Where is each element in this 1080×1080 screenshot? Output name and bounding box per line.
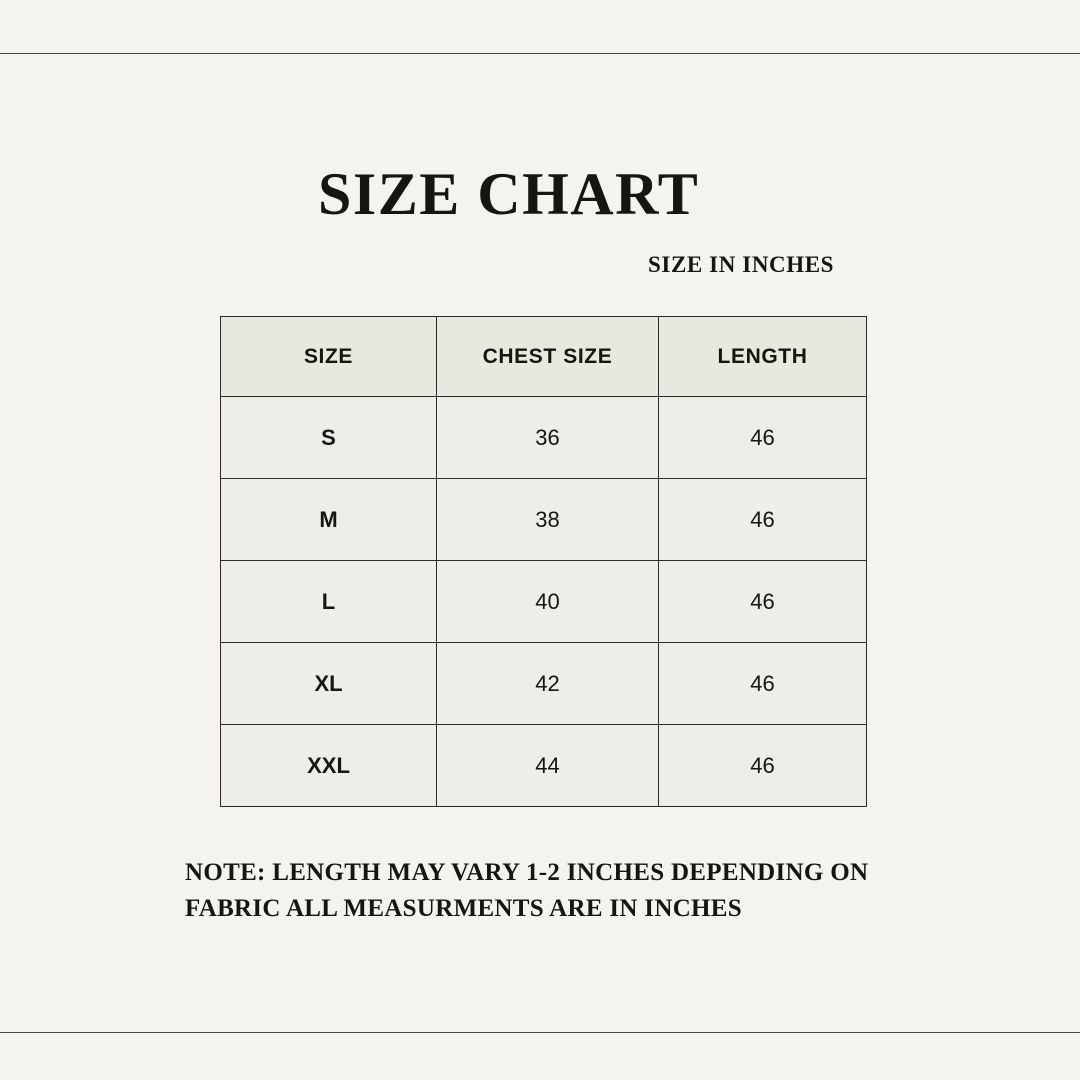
cell-chest-size: 42 — [437, 643, 659, 725]
column-header-size: SIZE — [221, 317, 437, 397]
table-header-row — [221, 317, 867, 397]
cell-size: S — [221, 397, 437, 479]
note-text: NOTE: LENGTH MAY VARY 1-2 INCHES DEPENDING ON FABRIC ALL MEASURMENTS ARE IN INCHES — [185, 859, 869, 923]
cell-size: XL — [221, 643, 437, 725]
top-divider — [0, 53, 1080, 54]
table-row — [221, 725, 867, 807]
cell-chest-size: 40 — [437, 561, 659, 643]
cell-size: M — [221, 479, 437, 561]
cell-length: 46 — [659, 643, 867, 725]
bottom-divider — [0, 1032, 1080, 1033]
cell-length: 46 — [659, 479, 867, 561]
units-subtitle: SIZE IN INCHES — [648, 252, 835, 277]
cell-size: XXL — [221, 725, 437, 807]
table-row — [221, 643, 867, 725]
cell-chest-size: 38 — [437, 479, 659, 561]
page-title: SIZE CHART — [318, 161, 700, 227]
cell-chest-size: 36 — [437, 397, 659, 479]
column-header-length: LENGTH — [659, 317, 867, 397]
cell-length: 46 — [659, 725, 867, 807]
cell-size: L — [221, 561, 437, 643]
table-row — [221, 479, 867, 561]
cell-length: 46 — [659, 397, 867, 479]
cell-length: 46 — [659, 561, 867, 643]
cell-chest-size: 44 — [437, 725, 659, 807]
table-row — [221, 397, 867, 479]
table-row — [221, 561, 867, 643]
size-table — [220, 316, 867, 807]
size-table-container — [220, 316, 866, 807]
column-header-chest-size: CHEST SIZE — [437, 317, 659, 397]
